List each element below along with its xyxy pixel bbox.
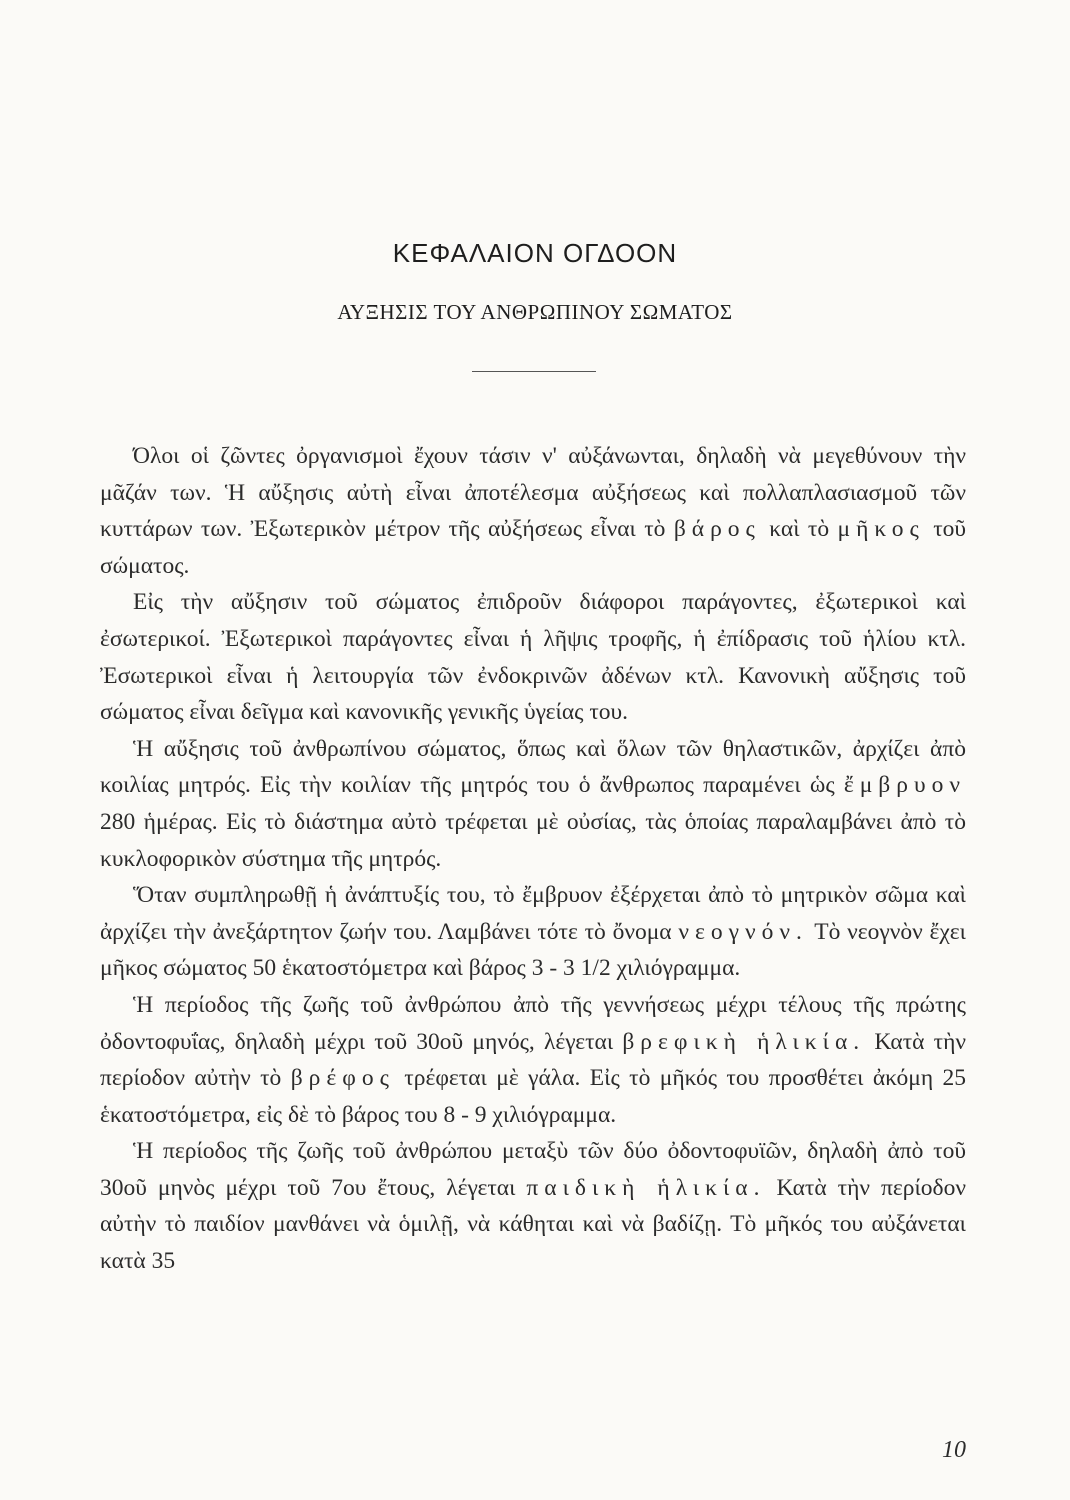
paragraph [100, 731, 966, 877]
emphasized-term: βάρος [673, 516, 761, 543]
emphasized-term: νεογνόν. [678, 918, 808, 945]
paragraph-text: 280 ἡμέρας. Εἰς τὸ διάστημα αὐτὸ τρέφεται μὲ οὐσίας, τὰς ὁποίας παραλαμβάνει ἀπὸ τὸ κυκλοφορικὸν σύστημα τῆς μητρός. [100, 808, 966, 872]
paragraph-text: Κατὰ τὴν περίοδον αὐτὴν τὸ παιδίον μανθάνει νὰ ὁμιλῇ, νὰ κάθηται καὶ νὰ βαδίζῃ. Τὸ μῆκός του αὐξάνεται κατὰ 35 [100, 1174, 966, 1275]
paragraph-text: τοῦ σώματος. [100, 516, 967, 579]
emphasized-term: μῆκος [837, 516, 925, 543]
paragraph [100, 877, 966, 987]
emphasized-term: βρεφικὴ ἡλικία. [622, 1028, 866, 1055]
paragraph [100, 1133, 966, 1279]
paragraph [100, 438, 966, 584]
paragraph-text: Ἡ περίοδος τῆς ζωῆς τοῦ ἀνθρώπου μεταξὺ τῶν δύο ὀδοντοφυϊῶν, δηλαδὴ ἀπὸ τοῦ 30οῦ μηνὸς μέχρι τοῦ 7ου ἔτους, λέγεται [100, 1138, 966, 1201]
body-text [100, 438, 966, 1280]
title-divider [472, 371, 596, 372]
chapter-subtitle: ΑΥΞΗΣΙΣ ΤΟΥ ΑΝΘΡΩΠΙΝΟΥ ΣΩΜΑΤΟΣ [337, 300, 733, 324]
paragraph [100, 987, 966, 1133]
chapter-title: ΚΕΦΑΛΑΙΟΝ ΟΓΔΟΟΝ [392, 238, 678, 268]
paragraph-text: Ἡ αὔξησις τοῦ ἀνθρωπίνου σώματος, ὅπως καὶ ὅλων τῶν θηλαστικῶν, ἀρχίζει ἀπὸ κοιλίας μητρός. Εἰς τὴν κοιλίαν τῆς μητρός του ὁ ἄνθρωπος παραμένει ὡς [100, 735, 966, 799]
paragraph-text: Όλοι οἱ ζῶντες ὀργανισμοὶ ἔχουν τάσιν ν' αὐξάνωνται, δηλαδὴ νὰ μεγεθύνουν τὴν μᾶζάν των. Ἡ αὔξησις αὐτὴ εἶναι ἀποτέλεσμα αὐξήσεως καὶ πολλαπλασιασμοῦ τῶν κυττάρων των. Ἐξωτερικὸν μέτρον τῆς αὐξήσεως εἶναι τὸ [100, 443, 966, 543]
emphasized-term: παιδικὴ ἡλικία. [526, 1174, 766, 1201]
paragraph-text: τρέφεται μὲ γάλα. Εἰς τὸ μῆκός του προσθέτει ἀκόμη 25 ἑκατοστόμετρα, εἰς δὲ τὸ βάρος του 8 - 9 χιλιόγραμμα. [100, 1065, 967, 1128]
paragraph-text: Τὸ νεογνὸν ἔχει μῆκος σώματος 50 ἑκατοστόμετρα καὶ βάρος 3 - 3 1/2 χιλιόγραμμα. [100, 918, 966, 982]
paragraph-text: Ἡ περίοδος τῆς ζωῆς τοῦ ἀνθρώπου ἀπὸ τῆς γεννήσεως μέχρι τέλους τῆς πρώτης ὀδοντοφυΐας, δηλαδὴ μέχρι τοῦ 30οῦ μηνός, λέγεται [100, 991, 966, 1055]
paragraph [100, 584, 966, 730]
emphasized-term: βρέφος [290, 1065, 395, 1092]
paragraph-text: Κατὰ τὴν περίοδον αὐτὴν τὸ [100, 1028, 967, 1092]
paragraph-text: καὶ τὸ [769, 516, 830, 543]
emphasized-term: ἔμβρυον [843, 772, 966, 799]
paragraph-text: Εἰς τὴν αὔξησιν τοῦ σώματος ἐπιδροῦν διάφοροι παράγοντες, ἐξωτερικοὶ καὶ ἐσωτερικοί. Ἐξωτερικοὶ παράγοντες εἶναι ἡ λῆψις τροφῆς, ἡ ἐπίδρασις τοῦ ἡλίου κτλ. Ἐσωτερικοὶ εἶναι ἡ λειτουργία τῶν ἐνδοκρινῶν ἀδένων κτλ. Κανονικὴ αὔξησις τοῦ σώματος εἶναι δεῖγμα καὶ κανονικῆς γενικῆς ὑγείας του. [100, 589, 966, 726]
page-number: 10 [942, 1437, 966, 1463]
paragraph-text: Ὅταν συμπληρωθῇ ἡ ἀνάπτυξίς του, τὸ ἔμβρυον ἐξέρχεται ἀπὸ τὸ μητρικὸν σῶμα καὶ ἀρχίζει τὴν ἀνεξάρτητον ζωήν του. Λαμβάνει τότε τὸ ὄνομα [100, 882, 966, 945]
